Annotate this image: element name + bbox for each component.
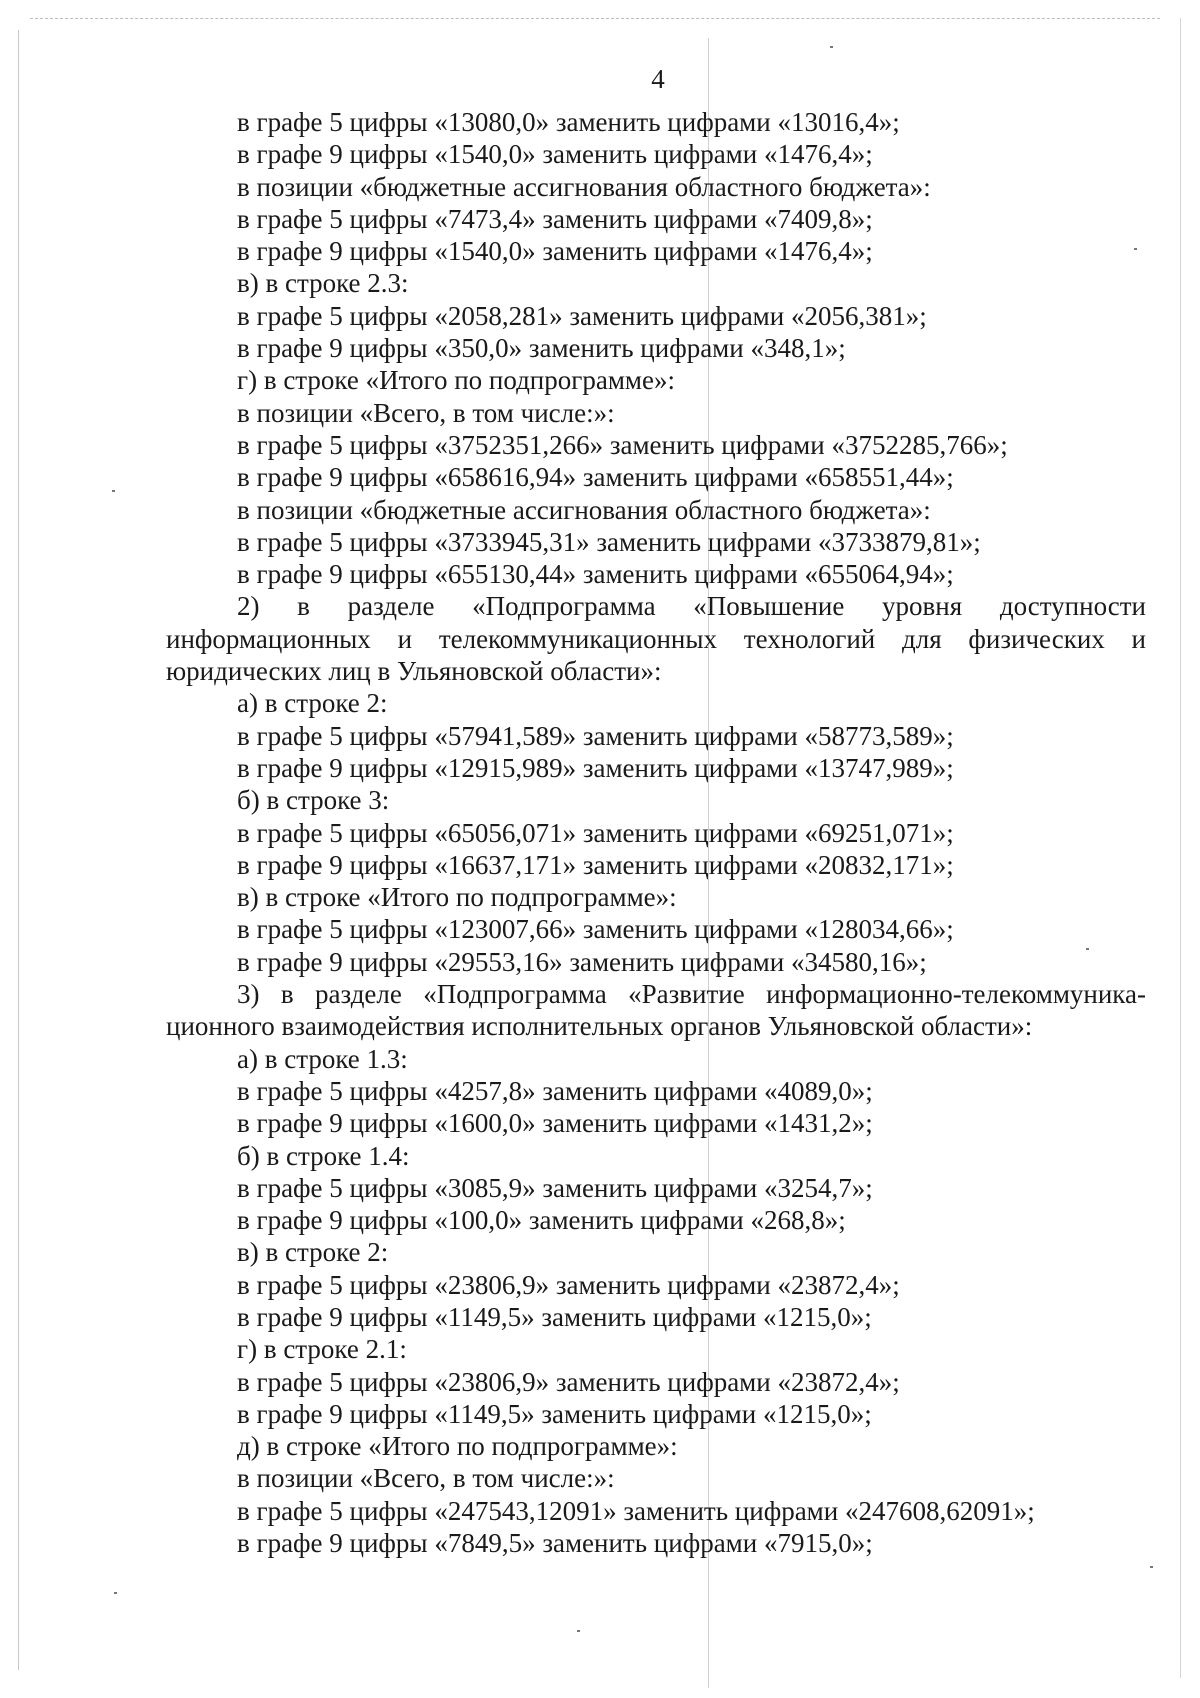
- text-line: в графе 5 цифры «7473,4» заменить цифрами «7409,8»;: [237, 203, 873, 234]
- text-line: в графе 5 цифры «247543,12091» заменить цифрами «247608,62091»;: [237, 1495, 1035, 1526]
- text-line: в графе 5 цифры «4257,8» заменить цифрами «4089,0»;: [237, 1075, 873, 1106]
- text-line: а) в строке 1.3:: [237, 1043, 408, 1074]
- text-line: в) в строке «Итого по подпрограмме»:: [237, 882, 677, 913]
- page-number: 4: [651, 64, 665, 94]
- text-line: в графе 5 цифры «3733945,31» заменить цифрами «3733879,81»;: [237, 526, 981, 557]
- text-line: в графе 5 цифры «57941,589» заменить цифрами «58773,589»;: [237, 720, 954, 751]
- text-line: в графе 9 цифры «655130,44» заменить цифрами «655064,94»;: [237, 559, 954, 590]
- scan-speck: [577, 1630, 580, 1632]
- section-2-heading: 2) в разделе «Подпрограмма «Повышение уровня доступности информационных и телекоммуникационных технологий для физических и юридических лиц в Ульяновской области»:: [166, 591, 1146, 687]
- text-line: в графе 9 цифры «1149,5» заменить цифрами «1215,0»;: [237, 1301, 872, 1332]
- text-line: в графе 9 цифры «1540,0» заменить цифрами «1476,4»;: [237, 139, 873, 170]
- text-line: в) в строке 2:: [237, 1237, 389, 1268]
- text-line: в графе 9 цифры «658616,94» заменить цифрами «658551,44»;: [237, 462, 954, 493]
- text-line: в графе 9 цифры «7849,5» заменить цифрами «7915,0»;: [237, 1528, 873, 1559]
- text-line: в) в строке 2.3:: [237, 268, 409, 299]
- text-line: в графе 5 цифры «65056,071» заменить цифрами «69251,071»;: [237, 817, 954, 848]
- text-line: в позиции «Всего, в том числе:»:: [237, 397, 615, 428]
- text-line: в позиции «бюджетные ассигнования областного бюджета»:: [237, 171, 931, 202]
- scan-border-top: [30, 18, 1160, 19]
- text-line: а) в строке 2:: [237, 688, 388, 719]
- text-line: в графе 5 цифры «3752351,266» заменить цифрами «3752285,766»;: [237, 429, 1008, 460]
- text-line: в графе 9 цифры «29553,16» заменить цифрами «34580,16»;: [237, 946, 927, 977]
- document-body: [166, 106, 1146, 1559]
- text-line: в графе 5 цифры «23806,9» заменить цифрами «23872,4»;: [237, 1366, 900, 1397]
- text-line: в графе 9 цифры «100,0» заменить цифрами «268,8»;: [237, 1205, 846, 1236]
- scan-border-right: [1180, 18, 1181, 1678]
- text-line: в графе 9 цифры «1540,0» заменить цифрами «1476,4»;: [237, 236, 873, 267]
- text-line: в графе 5 цифры «23806,9» заменить цифрами «23872,4»;: [237, 1269, 900, 1300]
- text-line: в графе 9 цифры «1600,0» заменить цифрами «1431,2»;: [237, 1108, 873, 1139]
- text-line: г) в строке 2.1:: [237, 1334, 407, 1365]
- text-line: в графе 5 цифры «2058,281» заменить цифрами «2056,381»;: [237, 300, 927, 331]
- text-line: в графе 9 цифры «350,0» заменить цифрами «348,1»;: [237, 333, 846, 364]
- scan-border-left: [18, 30, 19, 1670]
- scan-speck: [114, 1592, 117, 1594]
- section-3-heading: 3) в разделе «Подпрограмма «Развитие информационно-телекоммуникационного взаимодействия исполнительных органов Ульяновской области»:: [166, 979, 1146, 1042]
- text-line: б) в строке 1.4:: [237, 1140, 410, 1171]
- text-line: в графе 9 цифры «12915,989» заменить цифрами «13747,989»;: [237, 752, 954, 783]
- text-line: б) в строке 3:: [237, 785, 390, 816]
- scan-speck: [112, 490, 115, 492]
- text-line: г) в строке «Итого по подпрограмме»:: [237, 365, 675, 396]
- text-line: в позиции «бюджетные ассигнования областного бюджета»:: [237, 494, 931, 525]
- text-line: в графе 5 цифры «13080,0» заменить цифрами «13016,4»;: [237, 107, 900, 137]
- scan-speck: [830, 46, 833, 48]
- text-line: в графе 5 цифры «3085,9» заменить цифрами «3254,7»;: [237, 1172, 873, 1203]
- text-line: в графе 5 цифры «123007,66» заменить цифрами «128034,66»;: [237, 914, 954, 945]
- text-line: д) в строке «Итого по подпрограмме»:: [237, 1431, 678, 1462]
- text-line: в графе 9 цифры «1149,5» заменить цифрами «1215,0»;: [237, 1398, 872, 1429]
- text-line: в графе 9 цифры «16637,171» заменить цифрами «20832,171»;: [237, 849, 954, 880]
- scan-speck: [1150, 1566, 1153, 1568]
- text-line: в позиции «Всего, в том числе:»:: [237, 1463, 615, 1494]
